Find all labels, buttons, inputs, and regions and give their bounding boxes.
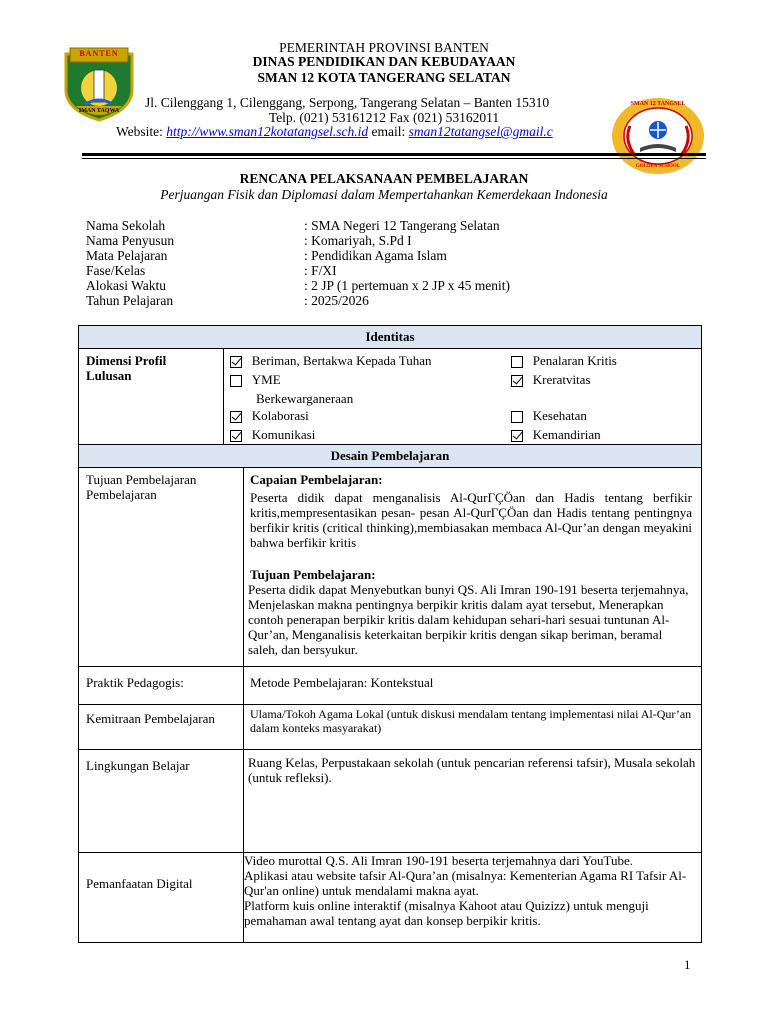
dimensi-label: Dimensi Profil Lulusan	[86, 353, 167, 383]
identity-value: : Pendidikan Agama Islam	[304, 248, 447, 263]
identity-value: : F/XI	[304, 263, 337, 278]
checkbox-checked-icon[interactable]	[230, 430, 242, 442]
lingkungan-label: Lingkungan Belajar	[86, 758, 190, 773]
checkbox-checked-icon[interactable]	[230, 411, 242, 423]
dimensi-kesehatan-label: Kesehatan	[532, 408, 587, 423]
desain-header	[79, 445, 701, 467]
school-logo-bottom-text: GOLDEN SCHOOL	[635, 164, 681, 169]
email-link[interactable]: sman12tatangsel@gmail.c	[408, 124, 553, 139]
digital-label: Pemanfaatan Digital	[86, 876, 193, 891]
dimensi-option-beriman[interactable]	[230, 353, 432, 368]
capaian-text: Peserta didik dapat menganalisis Al-QurΓÇÖan dan Hadis tentang berfikir kritis,mempresentasikan pesan- pesan Al-QurΓÇÖan dan Hadis tentang pentingnya berfikir kritis (critical thinking),membiasakan membaca Al-Qur’an dengan meyakini bahwa berfikir kritis	[250, 490, 692, 550]
dimensi-option-yme[interactable]	[230, 372, 281, 387]
identity-value: : SMA Negeri 12 Tangerang Selatan	[304, 218, 500, 233]
dimensi-yme-label: YME	[251, 372, 281, 387]
identity-label: Nama Penyusun	[86, 233, 175, 248]
tujuan-label: Tujuan Pembelajaran Pembelajaran	[86, 472, 197, 502]
dimensi-option-kemandirian[interactable]	[511, 427, 601, 442]
banten-logo-top-text: BANTEN	[79, 49, 119, 58]
identitas-header-text: Identitas	[365, 329, 415, 344]
identity-value: : 2025/2026	[304, 293, 369, 308]
row-divider	[78, 704, 702, 705]
page-number: 1	[684, 957, 691, 972]
dimensi-komunikasi-label: Komunikasi	[251, 427, 316, 442]
dimensi-kolaborasi-label: Kolaborasi	[251, 408, 309, 423]
checkbox-unchecked-icon[interactable]	[230, 375, 242, 387]
dimensi-option-kolaborasi[interactable]	[230, 408, 309, 423]
document-title: RENCANA PELAKSANAAN PEMBELAJARAN	[239, 171, 529, 186]
identity-label: Alokasi Waktu	[86, 278, 167, 293]
kemitraan-value: Ulama/Tokoh Agama Lokal (untuk diskusi mendalam tentang implementasi nilai Al-Qur’an dalam konteks masyarakat)	[250, 707, 692, 735]
dimensi-option-kesehatan[interactable]	[511, 408, 587, 423]
identitas-header	[79, 326, 701, 348]
dimensi-beriman-label: Beriman, Bertakwa Kepada Tuhan	[251, 353, 432, 368]
website-link[interactable]: http://www.sman12kotatangsel.sch.id	[166, 124, 369, 139]
checkbox-checked-icon[interactable]	[230, 356, 242, 368]
identity-label: Tahun Pelajaran	[86, 293, 174, 308]
kop-school-name: SMAN 12 KOTA TANGERANG SELATAN	[257, 70, 511, 85]
identity-label: Nama Sekolah	[86, 218, 166, 233]
website-label: Website:	[116, 124, 163, 139]
digital-item: Aplikasi atau website tafsir Al-Qura’an (misalnya: Kementerian Agama RI Tafsir Al-Qur'an online) untuk mendalami makna ayat.	[244, 868, 687, 898]
kop-department: DINAS PENDIDIKAN DAN KEBUDAYAAN	[252, 54, 516, 69]
school-logo	[610, 96, 706, 176]
col-divider	[223, 348, 224, 444]
row-divider	[78, 666, 702, 667]
identity-value: : Komariyah, S.Pd I	[304, 233, 412, 248]
row-divider	[78, 749, 702, 750]
kop-government: PEMERINTAH PROVINSI BANTEN	[279, 40, 489, 55]
dimensi-berkewarganeraan-label: Berkewarganeraan	[256, 391, 354, 406]
kop-contact	[116, 124, 620, 140]
desain-header-text: Desain Pembelajaran	[330, 448, 450, 463]
kemitraan-label: Kemitraan Pembelajaran	[86, 711, 215, 726]
tujuan-title: Tujuan Pembelajaran:	[250, 567, 376, 582]
digital-list	[244, 853, 698, 928]
identity-value: : 2 JP (1 pertemuan x 2 JP x 45 menit)	[304, 278, 510, 293]
digital-item: Video murottal Q.S. Ali Imran 190-191 beserta terjemahnya dari YouTube.	[244, 853, 634, 868]
identity-label: Fase/Kelas	[86, 263, 146, 278]
dimensi-kreativitas-label: Kreratvitas	[532, 372, 591, 387]
lingkungan-value: Ruang Kelas, Perpustakaan sekolah (untuk pencarian referensi tafsir), Musala sekolah (untuk refleksi).	[248, 755, 696, 785]
kop-divider-thick	[82, 153, 706, 156]
praktik-label: Praktik Pedagogis:	[86, 675, 184, 690]
tujuan-text: Peserta didik dapat Menyebutkan bunyi QS. Ali Imran 190-191 beserta terjemahnya, Menjelaskan makna pentingnya berpikir kritis dalam ayat tersebut, Menerapkan contoh penerapan berpikir kritis dalam kehidupan sehari-hari sesuai tuntunan Al-Qur’an, Menganalisis keterkaitan berpikir kritis dengan sikap beriman, beramal saleh, dan bersyukur.	[248, 582, 689, 657]
school-logo-top-text: SMAN 12 TANGSEL	[630, 101, 686, 107]
banten-logo-bottom-text: IMAN TAQWA	[78, 108, 120, 114]
dimensi-option-kreativitas[interactable]	[511, 372, 591, 387]
digital-item: Platform kuis online interaktif (misalnya Kahoot atau Quizizz) untuk menguji pemahaman awal tentang ayat dan konsep berpikir kritis.	[244, 898, 649, 928]
kop-phone: Telp. (021) 53161212 Fax (021) 53162011	[268, 110, 500, 125]
email-label: email:	[371, 124, 406, 139]
identity-label: Mata Pelajaran	[86, 248, 168, 263]
dimensi-option-komunikasi[interactable]	[230, 427, 315, 442]
checkbox-checked-icon[interactable]	[511, 430, 523, 442]
dimensi-penalaran-label: Penalaran Kritis	[532, 353, 617, 368]
praktik-value: Metode Pembelajaran: Kontekstual	[250, 675, 434, 690]
checkbox-unchecked-icon[interactable]	[511, 411, 523, 423]
dimensi-kemandirian-label: Kemandirian	[532, 427, 601, 442]
row-divider	[78, 348, 702, 349]
dimensi-option-penalaran[interactable]	[511, 353, 617, 368]
capaian-title: Capaian Pembelajaran:	[250, 472, 383, 487]
checkbox-checked-icon[interactable]	[511, 375, 523, 387]
row-divider	[78, 467, 702, 468]
kop-address: Jl. Cilenggang 1, Cilenggang, Serpong, Tangerang Selatan – Banten 15310	[145, 95, 550, 110]
kop-divider-thin	[82, 158, 706, 159]
document-subtitle: Perjuangan Fisik dan Diplomasi dalam Mempertahankan Kemerdekaan Indonesia	[160, 187, 608, 202]
checkbox-unchecked-icon[interactable]	[511, 356, 523, 368]
